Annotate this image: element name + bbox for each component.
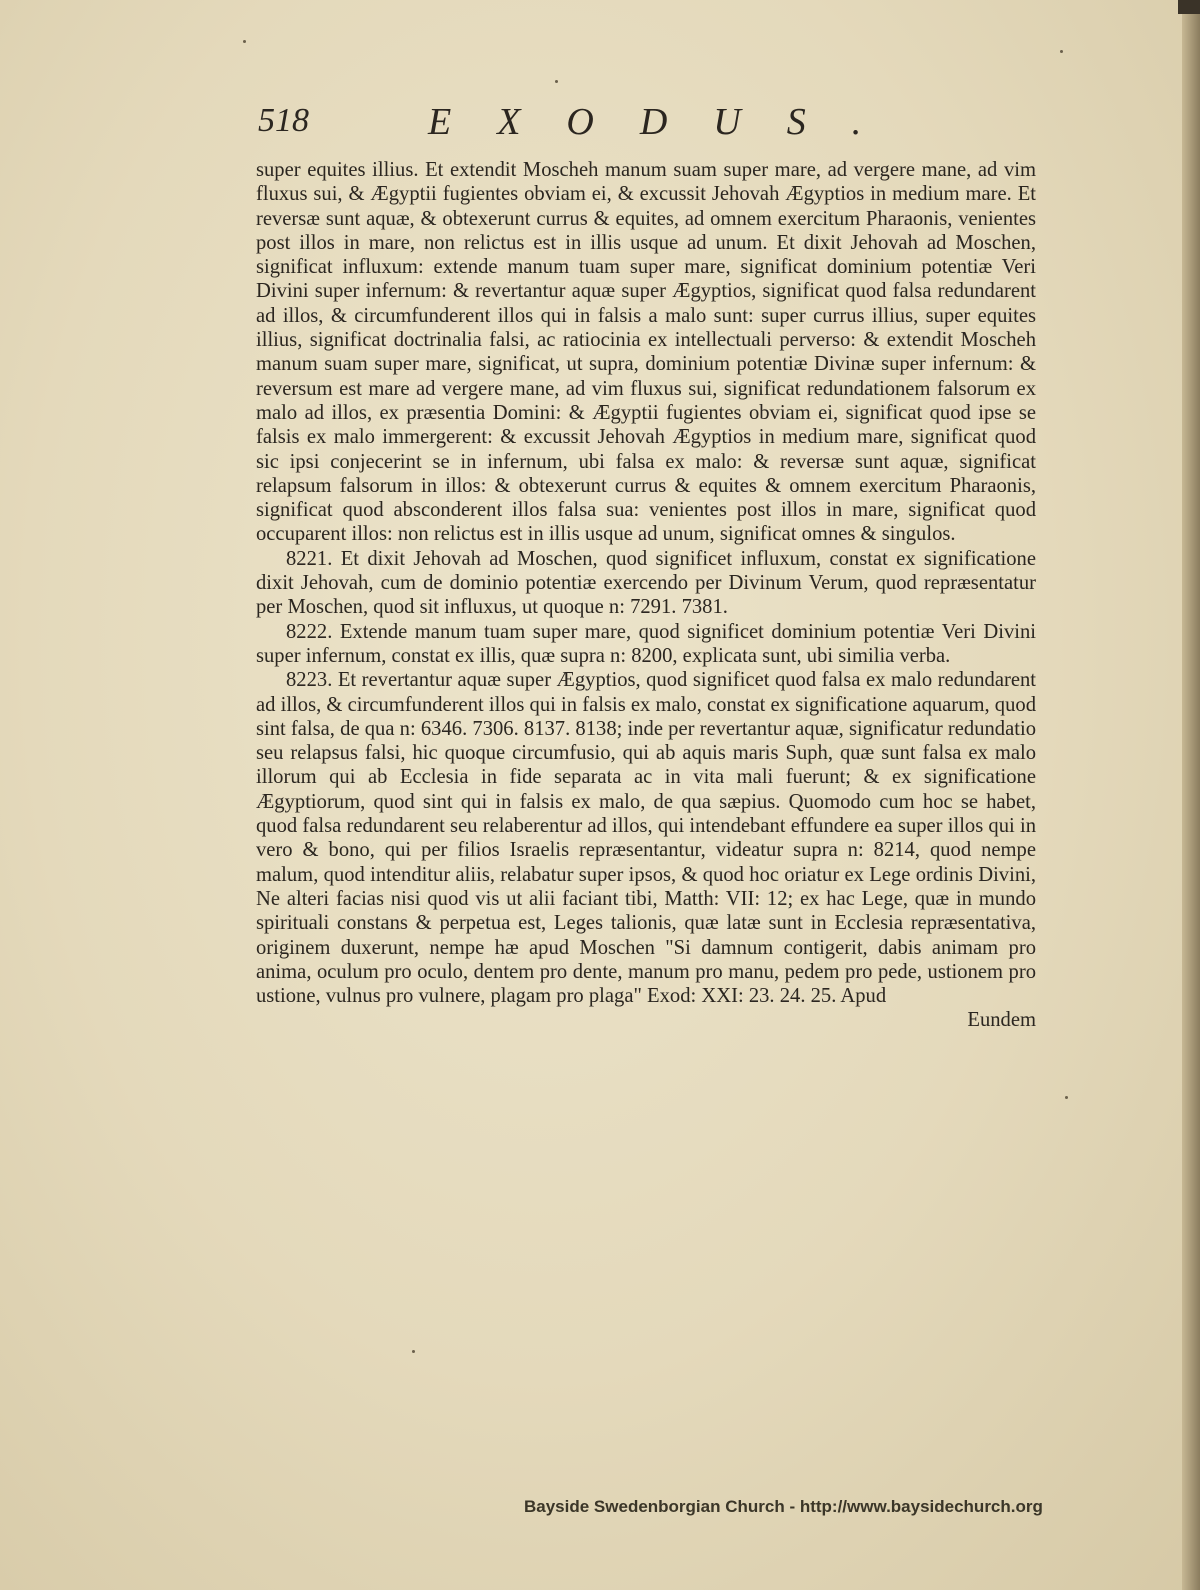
paper-speck [1065,1096,1068,1099]
paragraph-number: 8221. [286,547,333,570]
body-text [256,158,1036,1033]
paper-speck [243,40,246,43]
running-title: EXODUS. [428,101,908,143]
paper-speck [555,80,558,83]
paragraph-number: 8223. [286,669,333,692]
paper-speck [1060,50,1063,53]
footer-credit: Bayside Swedenborgian Church - http://www.baysidechurch.org [524,1497,1043,1516]
paragraph-8221 [256,547,1036,620]
paragraph-text: Extende manum tuam super mare, quod significet dominium potentiæ Veri Divini super infernum, constat ex illis, quæ supra n: 8200, explicata sunt, ubi similia verba. [256,620,1036,667]
paragraph-text: Et dixit Jehovah ad Moschen, quod significet influxum, constat ex significatione dixit Jehovah, cum de dominio potentiæ exercendo per Divinum Verum, quod repræsentatur per Moschen, quod sit influxus, ut quoque n: 7291. 7381. [256,547,1036,619]
page-edge [1182,0,1200,1590]
page-header [258,96,1058,156]
paragraph-8222 [256,620,1036,669]
page-number: 518 [258,102,309,139]
paragraph-text: Et revertantur aquæ super Ægyptios, quod significet quod falsa ex malo redundarent ad illos, & circumfunderent illos qui in falsis ex malo, constat ex significatione aquarum, quod sint falsa, de qua n: 6346. 7306. 8137. 8138; inde per revertantur aquæ, significatur redundatio seu relapsus falsi, hic quoque circumfusio, qui ab aquis maris Suph, quæ sunt falsa ex malo illorum qui ab Ecclesia in fide separata ac in vita mali fuerunt; & ex significatione Ægyptiorum, quod sint qui in falsis ex malo, de qua sæpius. Quomodo cum hoc se habet, quod falsa redundarent seu relaberentur ad illos, qui intendebant effundere ea super illos qui in vero & bono, qui per filios Israelis repræsentantur, videatur supra n: 8214, quod nempe malum, quod intenditur aliis, relabatur super ipsos, & quod hoc oriatur ex Lege ordinis Divini, Ne alteri facias nisi quod vis ut alii faciant tibi, Matth: VII: 12; ex hac Lege, quæ in mundo spirituali constans & perpetua est, Leges talionis, quæ latæ sunt in Ecclesia repræsentativa, originem duxerunt, nempe hæ apud Moschen "Si damnum contigerit, dabis animam pro anima, oculum pro oculo, dentem pro dente, manum pro manu, pedem pro pede, ustionem pro ustione, vulnus pro vulnere, plagam pro plaga" Exod: XXI: 23. 24. 25. Apud [256,669,1036,1008]
page-corner [1178,0,1200,14]
paragraph-continued: super equites illius. Et extendit Moscheh manum suam super mare, ad vergere mane, ad vim fluxus sui, & Ægyptii fugientes obviam ei, & excussit Jehovah Ægyptios in medium mare. Et reversæ sunt aquæ, & obtexerunt currus & equites, ad omnem exercitum Pharaonis, venientes post illos in mare, non relictus est in illis usque ad unum. Et dixit Jehovah ad Moschen, significat influxum: extende manum tuam super mare, significat dominium potentiæ Veri Divini super infernum: & revertantur aquæ super Ægyptios, significat quod falsa redundarent ad illos, & circumfunderent illos qui in falsis a malo sunt: super currus illius, super equites illius, significat doctrinalia falsi, ac ratiocinia ex intellectuali perverso: & extendit Moscheh manum suam super mare, significat, ut supra, dominium potentiæ Divinæ super infernum: & reversum est mare ad vergere mane, ad vim fluxus sui, significat redundationem falsorum ex malo ad illos, ex præsentia Domini: & Ægyptii fugientes obviam ei, significat quod ipse se falsis ex malo immergerent: & excussit Jehovah Ægyptios in medium mare, significat quod sic ipsi conjecerint se in infernum, ubi falsa ex malo: & reversæ sunt aquæ, significat relapsum falsorum in illos: & obtexerunt currus & equites & omnem exercitum Pharaonis, significat quod absconderent illos falsa sua: venientes post illos in mare, significat quod occuparent illos: non relictus est in illis usque ad unum, significat omnes & singulos. [256,159,1036,546]
catchword: Eundem [967,1009,1036,1032]
paragraph-number: 8222. [286,620,333,643]
paragraph-8223 [256,668,1036,1008]
paper-speck [412,1350,415,1353]
